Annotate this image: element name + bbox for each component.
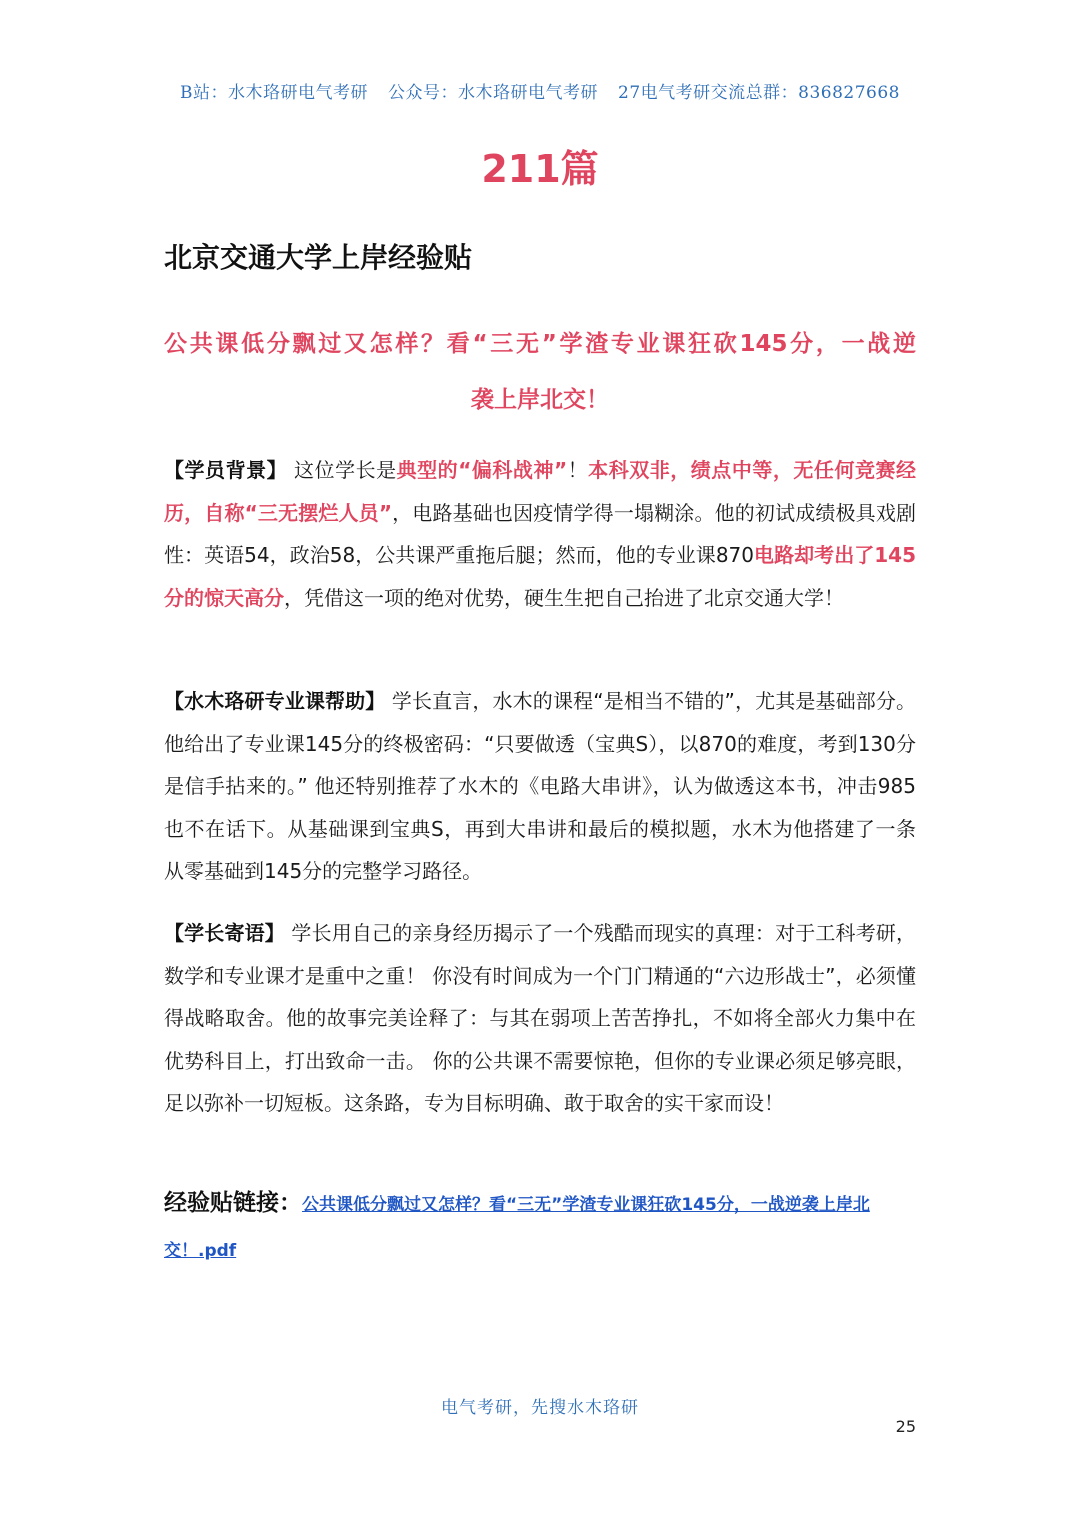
header-wechat: 公众号：水木珞研电气考研 bbox=[388, 83, 598, 103]
post-title: 北京交通大学上岸经验贴 bbox=[164, 241, 473, 274]
student-background-paragraph bbox=[164, 449, 916, 619]
background-highlight-3: 电路却考出了145分的惊天高分 bbox=[164, 543, 917, 610]
experience-link-label: 经验贴链接： bbox=[164, 1190, 302, 1216]
senior-advice-paragraph bbox=[164, 912, 916, 1125]
headline bbox=[164, 316, 916, 428]
header-group: 27电气考研交流总群：836827668 bbox=[618, 83, 900, 103]
background-text-3: ，电路基础也因疫情学得一塌糊涂。他的初试成绩极具戏剧性：英语54，政治58，公共课严重拖后腿；然而，他的专业课870 bbox=[164, 500, 916, 568]
headline-line-1: 公共课低分飘过又怎样？看“三无”学渣专业课狂砍145分，一战逆 bbox=[164, 331, 916, 357]
student-background-tag: 【学员背景】 bbox=[164, 458, 288, 482]
section-title: 211篇 bbox=[481, 147, 599, 191]
background-highlight-2: 本科双非，绩点中等，无任何竞赛经历，自称“三无摆烂人员” bbox=[164, 458, 917, 525]
background-text-2: ！ bbox=[567, 458, 589, 482]
experience-pdf-link[interactable]: 公共课低分飘过又怎样？看“三无”学渣专业课狂砍145分，一战逆袭上岸北交！.pdf bbox=[164, 1195, 870, 1261]
page-footer: 电气考研，先搜水木珞研 bbox=[441, 1398, 639, 1418]
header-bilibili: B站：水木珞研电气考研 bbox=[180, 83, 368, 103]
page-header bbox=[0, 78, 1080, 103]
course-help-paragraph bbox=[164, 680, 916, 893]
senior-advice-tag: 【学长寄语】 bbox=[164, 921, 285, 945]
page-number: 25 bbox=[895, 1417, 916, 1436]
headline-line-2: 袭上岸北交！ bbox=[471, 387, 609, 413]
experience-link-block bbox=[164, 1180, 916, 1274]
background-highlight-1: 典型的“偏科战神” bbox=[396, 458, 568, 482]
background-text-4: ，凭借这一项的绝对优势，硬生生把自己抬进了北京交通大学！ bbox=[284, 585, 844, 610]
course-help-text: 学长直言，水木的课程“是相当不错的”，尤其是基础部分。他给出了专业课145分的终极密码：“只要做透（宝典S），以870的难度，考到130分是信手拈来的。” 他还特别推荐了水木的《电路大串讲》，认为做透这本书，冲击985也不在话下。从基础课到宝典S，再到大串讲和最后的模拟题，水木为他搭建了一条从零基础到145分的完整学习路径。 bbox=[164, 689, 916, 884]
background-text-1: 这位学长是 bbox=[287, 458, 397, 482]
senior-advice-text: 学长用自己的亲身经历揭示了一个残酷而现实的真理：对于工科考研，数学和专业课才是重中之重！ 你没有时间成为一个门门精通的“六边形战士”，必须懂得战略取舍。他的故事完美诠释了：与其在弱项上苦苦挣扎，不如将全部火力集中在优势科目上，打出致命一击。 你的公共课不需要惊艳，但你的专业课必须足够亮眼，足以弥补一切短板。这条路，专为目标明确、敢于取舍的实干家而设！ bbox=[164, 921, 917, 1116]
course-help-tag: 【水木珞研专业课帮助】 bbox=[164, 689, 386, 713]
